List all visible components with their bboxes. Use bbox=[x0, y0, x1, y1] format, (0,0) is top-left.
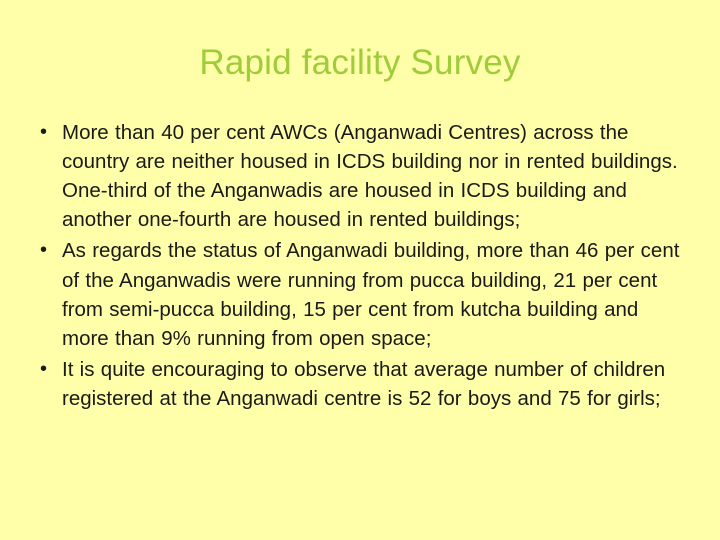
bullet-list bbox=[36, 118, 686, 415]
list-item bbox=[36, 355, 686, 413]
bullet-icon: • bbox=[40, 121, 48, 143]
list-item bbox=[36, 236, 686, 352]
bullet-icon: • bbox=[40, 357, 48, 380]
list-item bbox=[36, 118, 686, 234]
list-item-text: It is quite encouraging to observe that average number of children registered at the Anganwadi centre is 52 for boys and 75 for girls; bbox=[62, 357, 666, 410]
page-title: Rapid facility Survey bbox=[199, 43, 521, 82]
list-item-text: More than 40 per cent AWCs (Anganwadi Centres) across the country are neither housed in ICDS building nor in rented buildings. One-third of the Anganwadis are housed in ICDS building and another one-fourth are housed in rented buildings; bbox=[62, 121, 678, 232]
list-item-text: As regards the status of Anganwadi building, more than 46 per cent of the Anganwadis were running from pucca building, 21 per cent from semi-pucca building, 15 per cent from kutcha building and more than 9% running from open space; bbox=[62, 239, 680, 350]
bullet-icon: • bbox=[40, 239, 48, 262]
